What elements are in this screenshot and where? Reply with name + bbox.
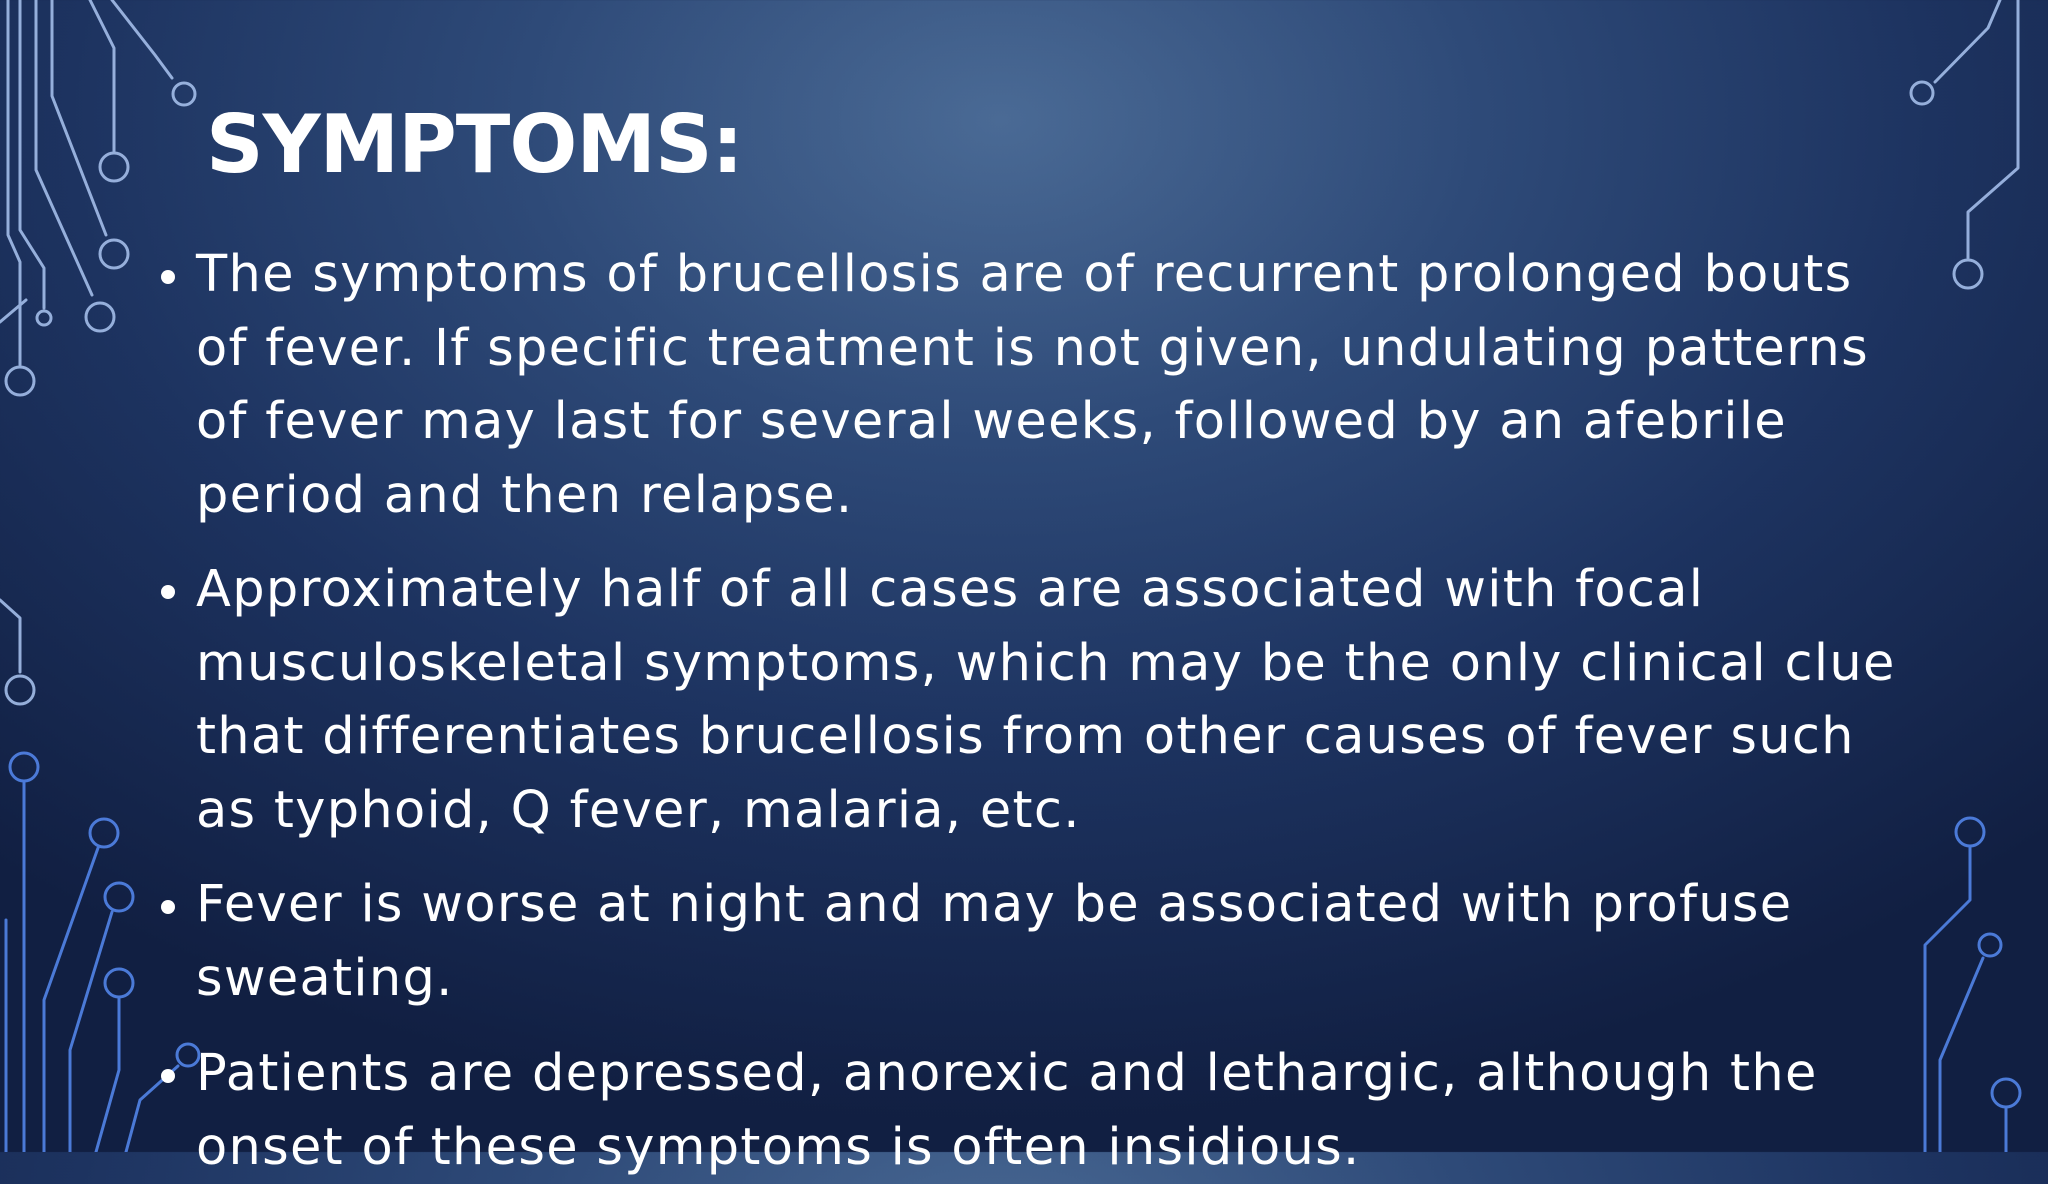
bullet-item (155, 553, 1915, 847)
bullet-text: Approximately half of all cases are associated with focal musculoskeletal symptoms, which may be the only clinical clue that differentiates brucellosis from other causes of fever such as typhoid, Q fever, malaria, etc. (196, 560, 1896, 840)
bullet-marker (161, 585, 175, 599)
bullet-marker (161, 1069, 175, 1083)
slide-title: SYMPTOMS: (206, 98, 743, 191)
bullet-text: The symptoms of brucellosis are of recurrent prolonged bouts of fever. If specific treatment is not given, undulating patterns of fever may last for several weeks, followed by an afebrile period and then relapse. (196, 245, 1869, 525)
bullet-item (155, 868, 1915, 1015)
bullet-list (155, 238, 1915, 1184)
bullet-item (155, 238, 1915, 532)
bullet-item (155, 1037, 1915, 1184)
bullet-text: Patients are depressed, anorexic and lethargic, although the onset of these symptoms is often insidious. (196, 1044, 1818, 1177)
bullet-text: Fever is worse at night and may be associated with profuse sweating. (196, 875, 1793, 1008)
bullet-marker (161, 270, 175, 284)
bullet-marker (161, 900, 175, 914)
